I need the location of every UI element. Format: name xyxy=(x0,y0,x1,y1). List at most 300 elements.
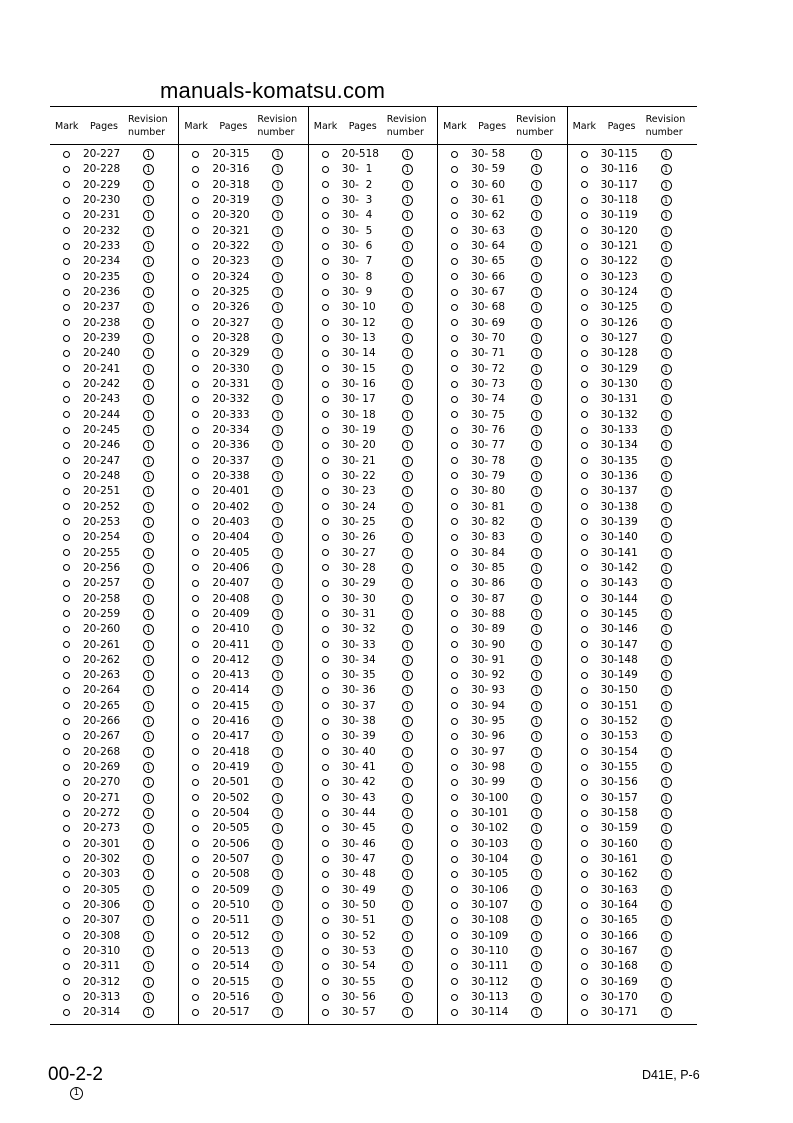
revision-mark: 1 xyxy=(531,180,542,191)
mark-circle-icon xyxy=(63,580,70,587)
table-row xyxy=(309,300,437,315)
revision-mark: 1 xyxy=(272,900,283,911)
revision-mark: 1 xyxy=(402,1007,413,1018)
table-row xyxy=(438,224,566,239)
mark-circle-icon xyxy=(322,335,329,342)
table-row xyxy=(50,852,178,867)
page-number: 20-401 xyxy=(212,485,250,498)
revision-mark: 1 xyxy=(402,977,413,988)
revision-mark: 1 xyxy=(143,946,154,957)
table-row xyxy=(179,714,307,729)
table-row xyxy=(309,929,437,944)
mark-circle-icon xyxy=(451,702,458,709)
revision-mark: 1 xyxy=(531,195,542,206)
page-number: 30-105 xyxy=(471,868,509,881)
table-row xyxy=(50,561,178,576)
page-number: 20-413 xyxy=(212,669,250,682)
page-number: 30-103 xyxy=(471,837,509,850)
revision-mark: 1 xyxy=(661,394,672,405)
mark-circle-icon xyxy=(192,687,199,694)
table-column xyxy=(438,107,567,1024)
table-row xyxy=(568,438,697,453)
revision-mark: 1 xyxy=(531,318,542,329)
mark-circle-icon xyxy=(581,656,588,663)
page-number: 30- 62 xyxy=(471,209,506,222)
mark-circle-icon xyxy=(192,304,199,311)
table-row xyxy=(438,683,566,698)
page-number: 30- 46 xyxy=(341,837,376,850)
mark-circle-icon xyxy=(63,994,70,1001)
mark-circle-icon xyxy=(451,856,458,863)
page-number: 30-142 xyxy=(600,561,638,574)
page-number: 30-149 xyxy=(600,669,638,682)
table-row xyxy=(568,147,697,162)
table-row xyxy=(568,607,697,622)
table-row xyxy=(179,500,307,515)
mark-circle-icon xyxy=(581,304,588,311)
revision-mark: 1 xyxy=(143,670,154,681)
table-row xyxy=(438,270,566,285)
mark-circle-icon xyxy=(322,580,329,587)
page-number: 20-506 xyxy=(212,837,250,850)
revision-mark: 1 xyxy=(661,471,672,482)
page-number: 20-415 xyxy=(212,699,250,712)
header-revision xyxy=(516,113,556,139)
page-number: 20-314 xyxy=(83,1006,121,1019)
page-number: 30- 59 xyxy=(471,163,506,176)
table-row xyxy=(568,638,697,653)
mark-circle-icon xyxy=(581,151,588,158)
mark-circle-icon xyxy=(192,181,199,188)
table-row xyxy=(179,638,307,653)
mark-circle-icon xyxy=(63,948,70,955)
page-number: 30- 18 xyxy=(341,408,376,421)
revision-mark: 1 xyxy=(272,563,283,574)
table-row xyxy=(50,622,178,637)
mark-circle-icon xyxy=(451,273,458,280)
document-reference: D41E, P-6 xyxy=(642,1068,700,1082)
revision-mark: 1 xyxy=(531,348,542,359)
table-row xyxy=(50,760,178,775)
table-row xyxy=(568,162,697,177)
page-number: 30- 14 xyxy=(341,347,376,360)
page-number: 20-502 xyxy=(212,791,250,804)
page-number: 20-237 xyxy=(83,301,121,314)
page-number: 30- 15 xyxy=(341,362,376,375)
table-row xyxy=(438,668,566,683)
page-number: 30- 52 xyxy=(341,929,376,942)
table-row xyxy=(568,959,697,974)
table-row xyxy=(50,300,178,315)
revision-mark: 1 xyxy=(272,256,283,267)
mark-circle-icon xyxy=(192,365,199,372)
table-row xyxy=(438,929,566,944)
page-number: 20-251 xyxy=(83,485,121,498)
table-row xyxy=(568,561,697,576)
page-number: 20-229 xyxy=(83,178,121,191)
header-mark: Mark xyxy=(313,121,338,132)
page-number: 30-115 xyxy=(600,148,638,160)
mark-circle-icon xyxy=(451,748,458,755)
table-row xyxy=(179,944,307,959)
page-number: 30-145 xyxy=(600,607,638,620)
mark-circle-icon xyxy=(581,948,588,955)
mark-circle-icon xyxy=(192,810,199,817)
mark-circle-icon xyxy=(451,442,458,449)
table-row xyxy=(438,975,566,990)
table-row xyxy=(568,178,697,193)
mark-circle-icon xyxy=(581,365,588,372)
table-row xyxy=(309,913,437,928)
mark-circle-icon xyxy=(322,258,329,265)
header-mark: Mark xyxy=(55,121,79,132)
page-number: 30- 9 xyxy=(341,285,373,298)
page-number: 20-511 xyxy=(212,914,250,927)
revision-mark: 1 xyxy=(531,869,542,880)
mark-circle-icon xyxy=(63,917,70,924)
page-number: 30- 32 xyxy=(341,623,376,636)
mark-circle-icon xyxy=(322,488,329,495)
page-number: 30-134 xyxy=(600,439,638,452)
table-row xyxy=(309,285,437,300)
revision-mark: 1 xyxy=(661,226,672,237)
revision-mark: 1 xyxy=(402,808,413,819)
mark-circle-icon xyxy=(322,948,329,955)
mark-circle-icon xyxy=(322,626,329,633)
page-number: 30-107 xyxy=(471,899,509,912)
mark-circle-icon xyxy=(451,427,458,434)
footer-revision-mark: 1 xyxy=(70,1087,83,1100)
mark-circle-icon xyxy=(192,488,199,495)
mark-circle-icon xyxy=(192,396,199,403)
table-row xyxy=(438,208,566,223)
revision-mark: 1 xyxy=(402,716,413,727)
page-number: 20-232 xyxy=(83,224,121,237)
table-row xyxy=(50,515,178,530)
table-row xyxy=(309,546,437,561)
page-number: 30-163 xyxy=(600,883,638,896)
mark-circle-icon xyxy=(581,733,588,740)
table-column xyxy=(179,107,308,1024)
page-number: 20-303 xyxy=(83,868,121,881)
table-row xyxy=(438,852,566,867)
revision-mark: 1 xyxy=(661,594,672,605)
mark-circle-icon xyxy=(63,1009,70,1016)
revision-mark: 1 xyxy=(661,578,672,589)
page-number: 30-121 xyxy=(600,239,638,252)
page-number: 20-512 xyxy=(212,929,250,942)
revision-mark: 1 xyxy=(531,900,542,911)
revision-mark: 1 xyxy=(402,195,413,206)
page-number: 30-158 xyxy=(600,807,638,820)
table-row xyxy=(179,178,307,193)
table-row xyxy=(568,791,697,806)
revision-mark: 1 xyxy=(143,425,154,436)
revision-mark: 1 xyxy=(661,931,672,942)
mark-circle-icon xyxy=(192,411,199,418)
revision-mark: 1 xyxy=(531,823,542,834)
mark-circle-icon xyxy=(322,748,329,755)
revision-mark: 1 xyxy=(402,410,413,421)
table-row xyxy=(568,913,697,928)
page-number: 30- 88 xyxy=(471,607,506,620)
revision-mark: 1 xyxy=(402,210,413,221)
table-row xyxy=(309,760,437,775)
mark-circle-icon xyxy=(63,794,70,801)
revision-mark: 1 xyxy=(531,640,542,651)
column-header xyxy=(309,107,437,145)
revision-mark: 1 xyxy=(272,655,283,666)
mark-circle-icon xyxy=(63,304,70,311)
page-number: 30- 29 xyxy=(341,577,376,590)
mark-circle-icon xyxy=(581,856,588,863)
table-row xyxy=(179,346,307,361)
revision-mark: 1 xyxy=(402,471,413,482)
revision-mark: 1 xyxy=(531,333,542,344)
table-row xyxy=(179,239,307,254)
table-row xyxy=(309,423,437,438)
mark-circle-icon xyxy=(451,718,458,725)
header-revision-line1: Revision xyxy=(386,114,427,125)
revision-mark: 1 xyxy=(402,915,413,926)
mark-circle-icon xyxy=(192,610,199,617)
mark-circle-icon xyxy=(192,289,199,296)
page-number: 30-156 xyxy=(600,776,638,789)
revision-mark: 1 xyxy=(143,961,154,972)
table-row xyxy=(50,592,178,607)
mark-circle-icon xyxy=(451,687,458,694)
mark-circle-icon xyxy=(322,810,329,817)
page-number: 30- 17 xyxy=(341,393,376,406)
page-number: 20-255 xyxy=(83,546,121,559)
page-number: 30- 42 xyxy=(341,776,376,789)
page-number: 30-122 xyxy=(600,255,638,268)
page-number: 20-234 xyxy=(83,255,121,268)
table-row xyxy=(179,254,307,269)
table-row xyxy=(179,438,307,453)
page-number: 20-243 xyxy=(83,393,121,406)
revision-mark: 1 xyxy=(272,440,283,451)
mark-circle-icon xyxy=(63,656,70,663)
revision-mark: 1 xyxy=(143,348,154,359)
mark-circle-icon xyxy=(451,825,458,832)
revision-mark: 1 xyxy=(531,486,542,497)
revision-mark: 1 xyxy=(272,486,283,497)
table-row xyxy=(179,208,307,223)
mark-circle-icon xyxy=(192,549,199,556)
revision-mark: 1 xyxy=(143,992,154,1003)
page-number: 30-167 xyxy=(600,945,638,958)
mark-circle-icon xyxy=(63,902,70,909)
header-revision xyxy=(646,113,686,139)
page-number: 30-154 xyxy=(600,745,638,758)
mark-circle-icon xyxy=(192,381,199,388)
mark-circle-icon xyxy=(63,411,70,418)
table-row xyxy=(50,546,178,561)
revision-mark: 1 xyxy=(531,1007,542,1018)
mark-circle-icon xyxy=(63,886,70,893)
page-number: 30- 76 xyxy=(471,423,506,436)
table-row xyxy=(568,837,697,852)
mark-circle-icon xyxy=(322,978,329,985)
mark-circle-icon xyxy=(192,794,199,801)
mark-circle-icon xyxy=(451,350,458,357)
revision-mark: 1 xyxy=(531,149,542,160)
mark-circle-icon xyxy=(581,886,588,893)
table-row xyxy=(438,883,566,898)
revision-mark: 1 xyxy=(272,210,283,221)
mark-circle-icon xyxy=(451,181,458,188)
page-number: 20-270 xyxy=(83,776,121,789)
mark-circle-icon xyxy=(451,871,458,878)
page-number: 30-125 xyxy=(600,301,638,314)
page-number: 30- 51 xyxy=(341,914,376,927)
page-number: 30-141 xyxy=(600,546,638,559)
table-row xyxy=(309,193,437,208)
page-number: 30-153 xyxy=(600,730,638,743)
table-row xyxy=(50,254,178,269)
mark-circle-icon xyxy=(322,151,329,158)
page-number: 20-325 xyxy=(212,285,250,298)
revision-mark: 1 xyxy=(143,823,154,834)
mark-circle-icon xyxy=(581,181,588,188)
page-number: 30-126 xyxy=(600,316,638,329)
table-row xyxy=(438,714,566,729)
page-number: 30- 64 xyxy=(471,239,506,252)
table-row xyxy=(50,408,178,423)
revision-mark: 1 xyxy=(402,563,413,574)
mark-circle-icon xyxy=(322,396,329,403)
revision-mark: 1 xyxy=(531,915,542,926)
mark-circle-icon xyxy=(192,871,199,878)
page-number: 30- 44 xyxy=(341,807,376,820)
table-row xyxy=(50,346,178,361)
revision-mark: 1 xyxy=(661,747,672,758)
mark-circle-icon xyxy=(581,641,588,648)
revision-mark: 1 xyxy=(143,440,154,451)
page-number: 20-315 xyxy=(212,148,250,160)
revision-mark: 1 xyxy=(272,502,283,513)
revision-mark: 1 xyxy=(272,747,283,758)
mark-circle-icon xyxy=(322,1009,329,1016)
table-row xyxy=(309,867,437,882)
mark-circle-icon xyxy=(63,335,70,342)
table-row xyxy=(568,760,697,775)
mark-circle-icon xyxy=(451,151,458,158)
revision-mark: 1 xyxy=(661,946,672,957)
table-row xyxy=(50,438,178,453)
table-row xyxy=(179,975,307,990)
table-row xyxy=(50,178,178,193)
page-number: 20-509 xyxy=(212,883,250,896)
revision-mark: 1 xyxy=(402,701,413,712)
revision-mark: 1 xyxy=(143,180,154,191)
table-row xyxy=(179,331,307,346)
table-row xyxy=(568,729,697,744)
page-number: 30-152 xyxy=(600,715,638,728)
mark-circle-icon xyxy=(581,166,588,173)
revision-mark: 1 xyxy=(143,609,154,620)
mark-circle-icon xyxy=(581,672,588,679)
table-row xyxy=(179,607,307,622)
table-row xyxy=(438,178,566,193)
table-row xyxy=(50,668,178,683)
page-number: 20-334 xyxy=(212,423,250,436)
revision-mark: 1 xyxy=(143,839,154,850)
page-number: 30- 4 xyxy=(341,209,373,222)
mark-circle-icon xyxy=(581,411,588,418)
page-number: 20-245 xyxy=(83,423,121,436)
table-row xyxy=(50,530,178,545)
mark-circle-icon xyxy=(192,350,199,357)
table-row xyxy=(438,530,566,545)
revision-mark: 1 xyxy=(272,379,283,390)
mark-circle-icon xyxy=(322,610,329,617)
mark-circle-icon xyxy=(192,534,199,541)
revision-mark: 1 xyxy=(661,440,672,451)
revision-mark: 1 xyxy=(272,394,283,405)
revision-mark: 1 xyxy=(272,164,283,175)
revision-mark: 1 xyxy=(272,517,283,528)
table-row xyxy=(568,408,697,423)
table-row xyxy=(568,699,697,714)
header-mark: Mark xyxy=(184,121,208,132)
revision-mark: 1 xyxy=(402,747,413,758)
mark-circle-icon xyxy=(451,381,458,388)
page-number: 30- 81 xyxy=(471,500,506,513)
mark-circle-icon xyxy=(322,212,329,219)
revision-mark: 1 xyxy=(402,425,413,436)
revision-mark: 1 xyxy=(272,180,283,191)
revision-mark: 1 xyxy=(143,594,154,605)
table-row xyxy=(309,346,437,361)
page-number: 30- 75 xyxy=(471,408,506,421)
revision-mark: 1 xyxy=(531,992,542,1003)
mark-circle-icon xyxy=(322,457,329,464)
table-row xyxy=(568,990,697,1005)
revision-mark: 1 xyxy=(661,900,672,911)
page-number: 20-331 xyxy=(212,377,250,390)
table-row xyxy=(438,607,566,622)
page-number: 30- 19 xyxy=(341,423,376,436)
mark-circle-icon xyxy=(451,610,458,617)
page-number: 30-119 xyxy=(600,209,638,222)
revision-mark: 1 xyxy=(531,502,542,513)
mark-circle-icon xyxy=(192,748,199,755)
page-number: 30-144 xyxy=(600,592,638,605)
mark-circle-icon xyxy=(63,856,70,863)
table-row xyxy=(568,423,697,438)
revision-mark: 1 xyxy=(661,195,672,206)
page-number: 20-329 xyxy=(212,347,250,360)
revision-mark: 1 xyxy=(402,762,413,773)
page-number: 20-247 xyxy=(83,454,121,467)
mark-circle-icon xyxy=(581,687,588,694)
mark-circle-icon xyxy=(451,840,458,847)
revision-mark: 1 xyxy=(531,256,542,267)
table-row xyxy=(568,224,697,239)
page-number: 30- 43 xyxy=(341,791,376,804)
page-number: 20-313 xyxy=(83,991,121,1004)
table-row xyxy=(309,454,437,469)
mark-circle-icon xyxy=(63,319,70,326)
table-row xyxy=(309,806,437,821)
revision-mark: 1 xyxy=(272,823,283,834)
table-row xyxy=(438,362,566,377)
table-row xyxy=(179,224,307,239)
revision-mark: 1 xyxy=(531,210,542,221)
mark-circle-icon xyxy=(322,564,329,571)
